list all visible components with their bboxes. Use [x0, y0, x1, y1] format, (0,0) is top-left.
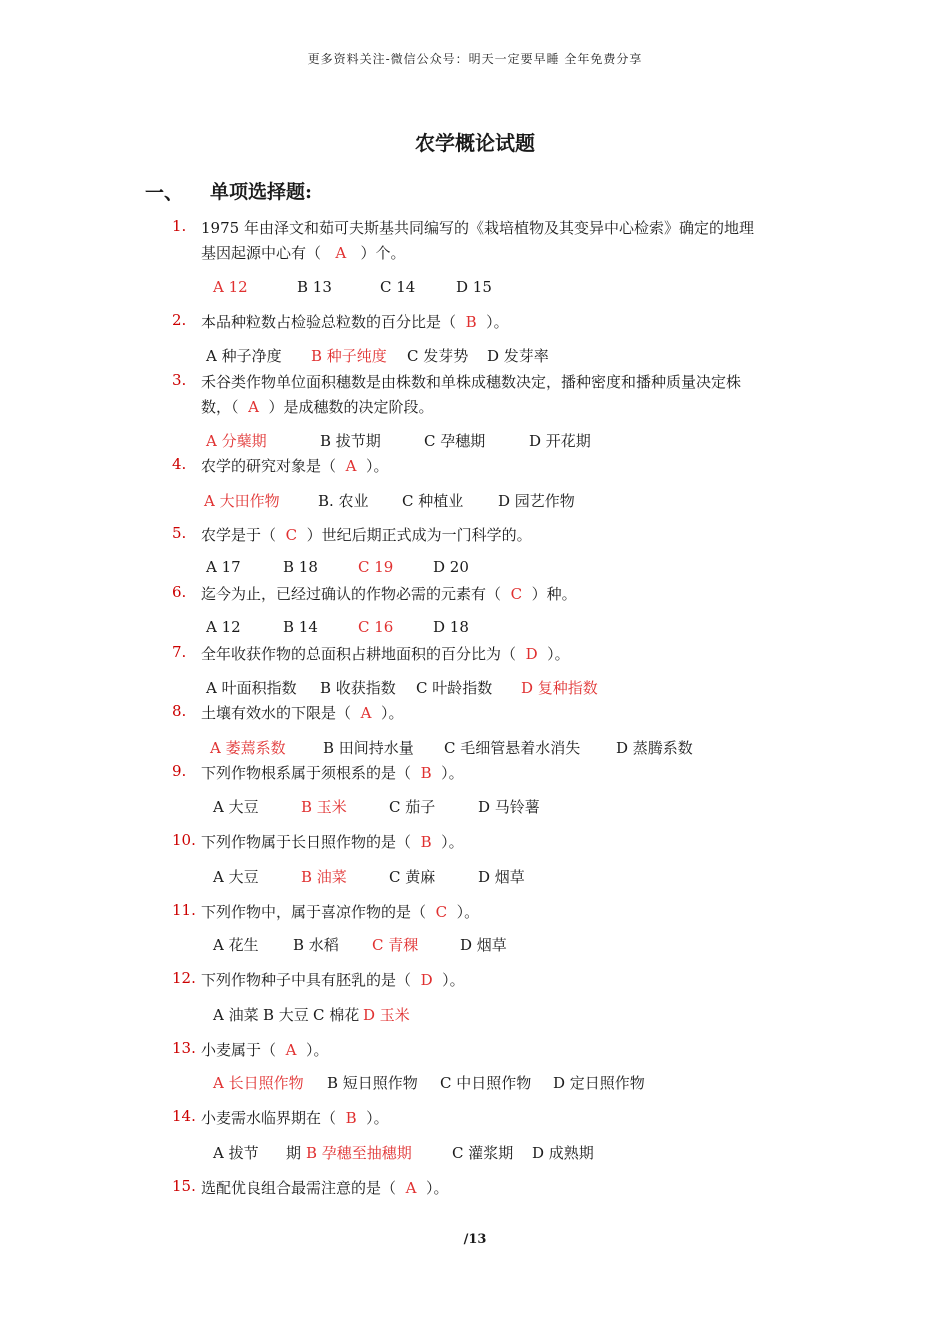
- question-text: [201, 702, 403, 723]
- text-before-answer: 本品种粒数占检验总粒数的百分比是（: [201, 313, 457, 331]
- option-a: A 长日照作物: [213, 1074, 304, 1092]
- answer: C: [510, 585, 523, 603]
- option-d: D 复种指数: [521, 679, 598, 697]
- question-number: 10.: [172, 831, 196, 849]
- answer: A: [335, 244, 347, 262]
- text-before-answer: 数，（: [201, 398, 239, 416]
- text-before-answer: 下列作物根系属于须根系的是（: [201, 764, 412, 782]
- option-b: B 收获指数: [320, 679, 396, 697]
- option-a: A 分蘖期: [206, 432, 267, 450]
- option-d: D 成熟期: [532, 1144, 594, 1162]
- option-b: B 13: [297, 278, 332, 296]
- question-text: [201, 643, 570, 664]
- option-d: D 18: [433, 618, 469, 636]
- option-d: D 烟草: [478, 868, 525, 886]
- answer: C: [285, 526, 298, 544]
- option-c: C 14: [380, 278, 416, 296]
- page-title: 农学概论试题: [415, 131, 535, 155]
- text-before-answer: 农学的研究对象是（: [201, 457, 337, 475]
- option-a: A 萎蔫系数: [210, 739, 286, 757]
- question-number: 7.: [172, 643, 187, 661]
- text-after-answer: ）。: [441, 764, 464, 782]
- option-d: D 烟草: [460, 936, 507, 954]
- option-a-suffix: 期: [286, 1144, 302, 1162]
- option-b: B 玉米: [301, 798, 347, 816]
- text-before-answer: 小麦需水临界期在（: [201, 1109, 337, 1127]
- answer: A: [345, 457, 357, 475]
- section-title: 单项选择题:: [210, 181, 313, 203]
- text-after-answer: ）。: [425, 1179, 449, 1197]
- text-after-answer: ）个。: [360, 244, 406, 262]
- question-number: 8.: [172, 702, 187, 720]
- option-a: A 油菜: [213, 1006, 259, 1024]
- text-before-answer: 下列作物属于长日照作物的是（: [201, 833, 412, 851]
- option-c: C 19: [358, 558, 394, 576]
- option-b: B 大豆: [263, 1006, 309, 1024]
- text-before-answer: 农学是于（: [201, 526, 277, 544]
- option-c: C 青稞: [372, 936, 419, 954]
- option-c: C 茄子: [389, 798, 436, 816]
- option-c: C 灌浆期: [452, 1144, 514, 1162]
- option-a: A 大田作物: [204, 492, 280, 510]
- question-number: 15.: [172, 1177, 196, 1195]
- text-before-answer: 下列作物中，属于喜凉作物的是（: [201, 903, 427, 921]
- option-d: D 园艺作物: [498, 492, 575, 510]
- option-b: B. 农业: [318, 492, 369, 510]
- option-a: A 种子净度: [206, 347, 282, 365]
- question-number: 13.: [172, 1039, 196, 1057]
- answer: D: [525, 645, 538, 663]
- text-before-answer: 迄今为止，已经过确认的作物必需的元素有（: [201, 585, 502, 603]
- option-b: B 水稻: [293, 936, 339, 954]
- page-header: 更多资料关注-微信公众号：明天一定要早睡 全年免费分享: [307, 52, 643, 66]
- text-before-answer: 土壤有效水的下限是（: [201, 704, 352, 722]
- option-c: C 孕穗期: [424, 432, 486, 450]
- option-b: B 短日照作物: [327, 1074, 418, 1092]
- text-after-answer: ）。: [305, 1041, 329, 1059]
- question-text: [201, 762, 464, 783]
- question-text: [201, 969, 465, 990]
- question-text: [201, 1039, 328, 1060]
- question-number: 12.: [172, 969, 196, 987]
- answer: C: [435, 903, 448, 921]
- option-d: D 20: [433, 558, 469, 576]
- question-text: [201, 1177, 448, 1198]
- text-after-answer: ）。: [486, 313, 509, 331]
- answer: A: [405, 1179, 417, 1197]
- option-a: A 12: [206, 618, 241, 636]
- option-b: B 种子纯度: [311, 347, 387, 365]
- question-number: 2.: [172, 311, 187, 329]
- question-text: [201, 831, 464, 852]
- question-text-line2: [201, 396, 433, 417]
- option-d: D 定日照作物: [553, 1074, 645, 1092]
- text-after-answer: ）。: [547, 645, 570, 663]
- page-footer: /13: [463, 1232, 487, 1247]
- option-c: C 16: [358, 618, 394, 636]
- section-number: 一、: [145, 182, 184, 204]
- option-a: A 大豆: [213, 798, 259, 816]
- option-c: C 叶龄指数: [416, 679, 493, 697]
- answer: D: [420, 971, 433, 989]
- text-after-answer: ）。: [442, 971, 465, 989]
- question-text-line2: [201, 242, 406, 263]
- text-before-answer: 基因起源中心有（: [201, 244, 322, 262]
- question-text: [201, 1107, 389, 1128]
- text-before-answer: 小麦属于（: [201, 1041, 277, 1059]
- question-text: 1975 年由泽文和茹可夫斯基共同编写的《栽培植物及其变异中心检索》确定的地理: [201, 219, 754, 237]
- option-a: A 花生: [213, 936, 259, 954]
- option-a: A 叶面积指数: [206, 679, 297, 697]
- question-text: [201, 311, 509, 332]
- answer: A: [248, 398, 259, 416]
- option-b: B 14: [283, 618, 318, 636]
- question-number: 3.: [172, 371, 187, 389]
- text-before-answer: 选配优良组合最需注意的是（: [201, 1179, 397, 1197]
- option-a: A 拔节: [213, 1144, 259, 1162]
- answer: B: [345, 1109, 357, 1127]
- answer: B: [465, 313, 477, 331]
- text-before-answer: 下列作物种子中具有胚乳的是（: [201, 971, 412, 989]
- option-d: D 发芽率: [487, 347, 549, 365]
- question-number: 6.: [172, 583, 187, 601]
- question-number: 9.: [172, 762, 187, 780]
- text-after-answer: ）。: [456, 903, 480, 921]
- option-c: C 发芽势: [407, 347, 469, 365]
- question-number: 14.: [172, 1107, 196, 1125]
- text-after-answer: ）。: [380, 704, 404, 722]
- text-after-answer: ）世纪后期正式成为一门科学的。: [306, 526, 532, 544]
- option-c: C 种植业: [402, 492, 464, 510]
- option-c: C 毛细管悬着水消失: [444, 739, 581, 757]
- option-d: D 开花期: [529, 432, 591, 450]
- text-after-answer: ）。: [441, 833, 464, 851]
- option-a: A 12: [213, 278, 248, 296]
- answer: B: [420, 833, 432, 851]
- question-number: 11.: [172, 901, 196, 919]
- text-after-answer: ）。: [365, 457, 389, 475]
- answer: B: [420, 764, 432, 782]
- option-c: C 黄麻: [389, 868, 436, 886]
- option-b: B 18: [283, 558, 318, 576]
- answer: A: [285, 1041, 297, 1059]
- text-after-answer: ）是成穗数的决定阶段。: [268, 398, 434, 416]
- option-b: B 拔节期: [320, 432, 381, 450]
- option-d: D 玉米: [363, 1006, 410, 1024]
- option-c: C 中日照作物: [440, 1074, 532, 1092]
- question-text: [201, 901, 479, 922]
- option-b: B 油菜: [301, 868, 347, 886]
- option-c: C 棉花: [313, 1006, 360, 1024]
- option-d: D 15: [456, 278, 492, 296]
- question-number: 1.: [172, 217, 187, 235]
- text-after-answer: ）。: [366, 1109, 389, 1127]
- question-number: 5.: [172, 524, 187, 542]
- answer: A: [360, 704, 372, 722]
- question-text: 禾谷类作物单位面积穗数是由株数和单株成穗数决定，播种密度和播种质量决定株: [201, 373, 742, 391]
- question-text: [201, 455, 388, 476]
- option-a: A 17: [206, 558, 241, 576]
- option-b: B 田间持水量: [323, 739, 414, 757]
- text-after-answer: ）种。: [531, 585, 577, 603]
- option-b: B 孕穗至抽穗期: [306, 1144, 412, 1162]
- text-before-answer: 全年收获作物的总面积占耕地面积的百分比为（: [201, 645, 517, 663]
- question-text: [201, 583, 577, 604]
- question-text: [201, 524, 532, 545]
- question-number: 4.: [172, 455, 187, 473]
- option-a: A 大豆: [213, 868, 259, 886]
- option-d: D 马铃薯: [478, 798, 540, 816]
- option-d: D 蒸腾系数: [616, 739, 693, 757]
